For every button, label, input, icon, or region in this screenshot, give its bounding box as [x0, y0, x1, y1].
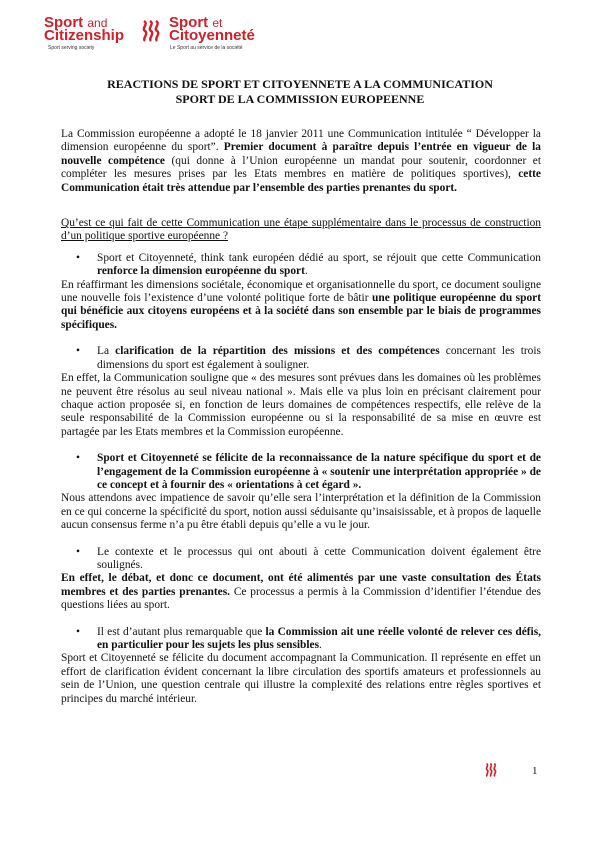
bullet-icon: • — [76, 545, 80, 558]
paragraph: En effet, le débat, et donc ce document, ont été alimentés par une vaste consultation des États membres et des parties prenantes. Ce processus a permis à la Commission d’identifier l’étendue des questions liées au sport. — [61, 572, 541, 612]
bullet-item: • Le contexte et le processus qui ont abouti à cette Communication doivent également être soulignés. — [76, 545, 541, 571]
title-line-2: SPORT DE LA COMMISSION EUROPEENNE — [175, 92, 425, 106]
paragraph: Sport et Citoyenneté se félicite du document accompagnant la Communication. Il représente en effet un effort de clarification évident concernant la libre circulation des sportifs amateurs et professionnels au sein de l’Union, une question centrale qui illustre la complexité des relations entre règles sportives et principes du marché intérieur. — [61, 652, 541, 705]
logo — [44, 16, 304, 60]
logo-fr-tagline: Le Sport au service de la société — [170, 45, 243, 51]
logo-fr-line1: Sport et — [169, 14, 223, 31]
bullet-item: • Sport et Citoyenneté se félicite de la reconnaissance de la nature spécifique du sport et de l’engagement de la Commission européenne à « soutenir une interprétation appropriée » de ce concept et à fournir des « orientations à cet égard ». — [76, 452, 541, 491]
logo-en-line1: Sport and — [44, 14, 108, 31]
title-line-1: REACTIONS DE SPORT ET CITOYENNETE A LA COMMUNICATION — [107, 77, 493, 91]
logo-en-tagline: Sport serving society — [48, 45, 95, 51]
page-number: 1 — [532, 765, 538, 777]
bullet-item: • Sport et Citoyenneté, think tank européen dédié au sport, se réjouit que cette Communication renforce la dimension européenne du sport. — [76, 251, 541, 278]
bullet-item: • Il est d’autant plus remarquable que la Commission ait une réelle volonté de relever ces défis, en particulier pour les sujets les plus sensibles. — [76, 625, 541, 651]
document-title — [60, 77, 540, 107]
paragraph: En réaffirmant les dimensions sociétale, économique et organisationnelle du sport, ce document souligne une nouvelle fois l’existence d’une volonté politique forte de bâtir une politique européenne du sport qui bénéficie aux citoyens européens et à la société dans son ensemble par le biais de programmes spécifiques. — [61, 278, 541, 331]
bullet-icon: • — [76, 452, 80, 465]
bullet-icon: • — [76, 251, 80, 264]
logo-en-line2: Citizenship — [44, 27, 125, 44]
bullet-icon: • — [76, 625, 80, 638]
logo-fr-line2: Citoyenneté — [169, 27, 255, 44]
logo-mark-icon — [140, 18, 162, 44]
document-body — [61, 128, 541, 706]
bullet-item: • La clarification de la répartition des missions et des compétences concernant les trois dimensions du sport est également à souligner. — [76, 345, 541, 371]
section-question: Qu’est ce qui fait de cette Communication une étape supplémentaire dans le processus de construction d’un politique sportive européenne ? — [61, 217, 541, 243]
paragraph: Nous attendons avec impatience de savoir qu’elle sera l’interprétation et la définition de la Commission en ce qui concerne la spécificité du sport, notion aussi séduisante qu’insaisissable, et à propos de laquelle aucun consensus ferme n’a pu être établi depuis qu’elle a vu le jour. — [61, 492, 541, 532]
intro-paragraph: La Commission européenne a adopté le 18 janvier 2011 une Communication intitulée “ Développer la dimension européenne du sport”. Premier document à paraître depuis l’entrée en vigueur de la nouvelle compétence (qui donne à l’Union européenne un mandat pour soutenir, coordonner et compléter les mesures prises par les Etats membres en matière de politiques sportives), cette Communication était très attendue par l’ensemble des parties prenantes du sport. — [61, 128, 541, 194]
paragraph: En effet, la Communication souligne que « des mesures sont prévues dans les domaines où les problèmes ne peuvent être résolus au seul niveau national ». Mais elle va plus loin en précisant clairement pour chaque action proposée si, en fonction de leurs domaines de compétences respectifs, elle relève de la seule responsabilité de la Commission européenne ou si la responsabilité de sa mise en œuvre est partagée par les Etats membres et la Commission européenne. — [61, 372, 541, 438]
footer-logo-mark-icon — [484, 761, 498, 779]
bullet-icon: • — [76, 345, 80, 358]
